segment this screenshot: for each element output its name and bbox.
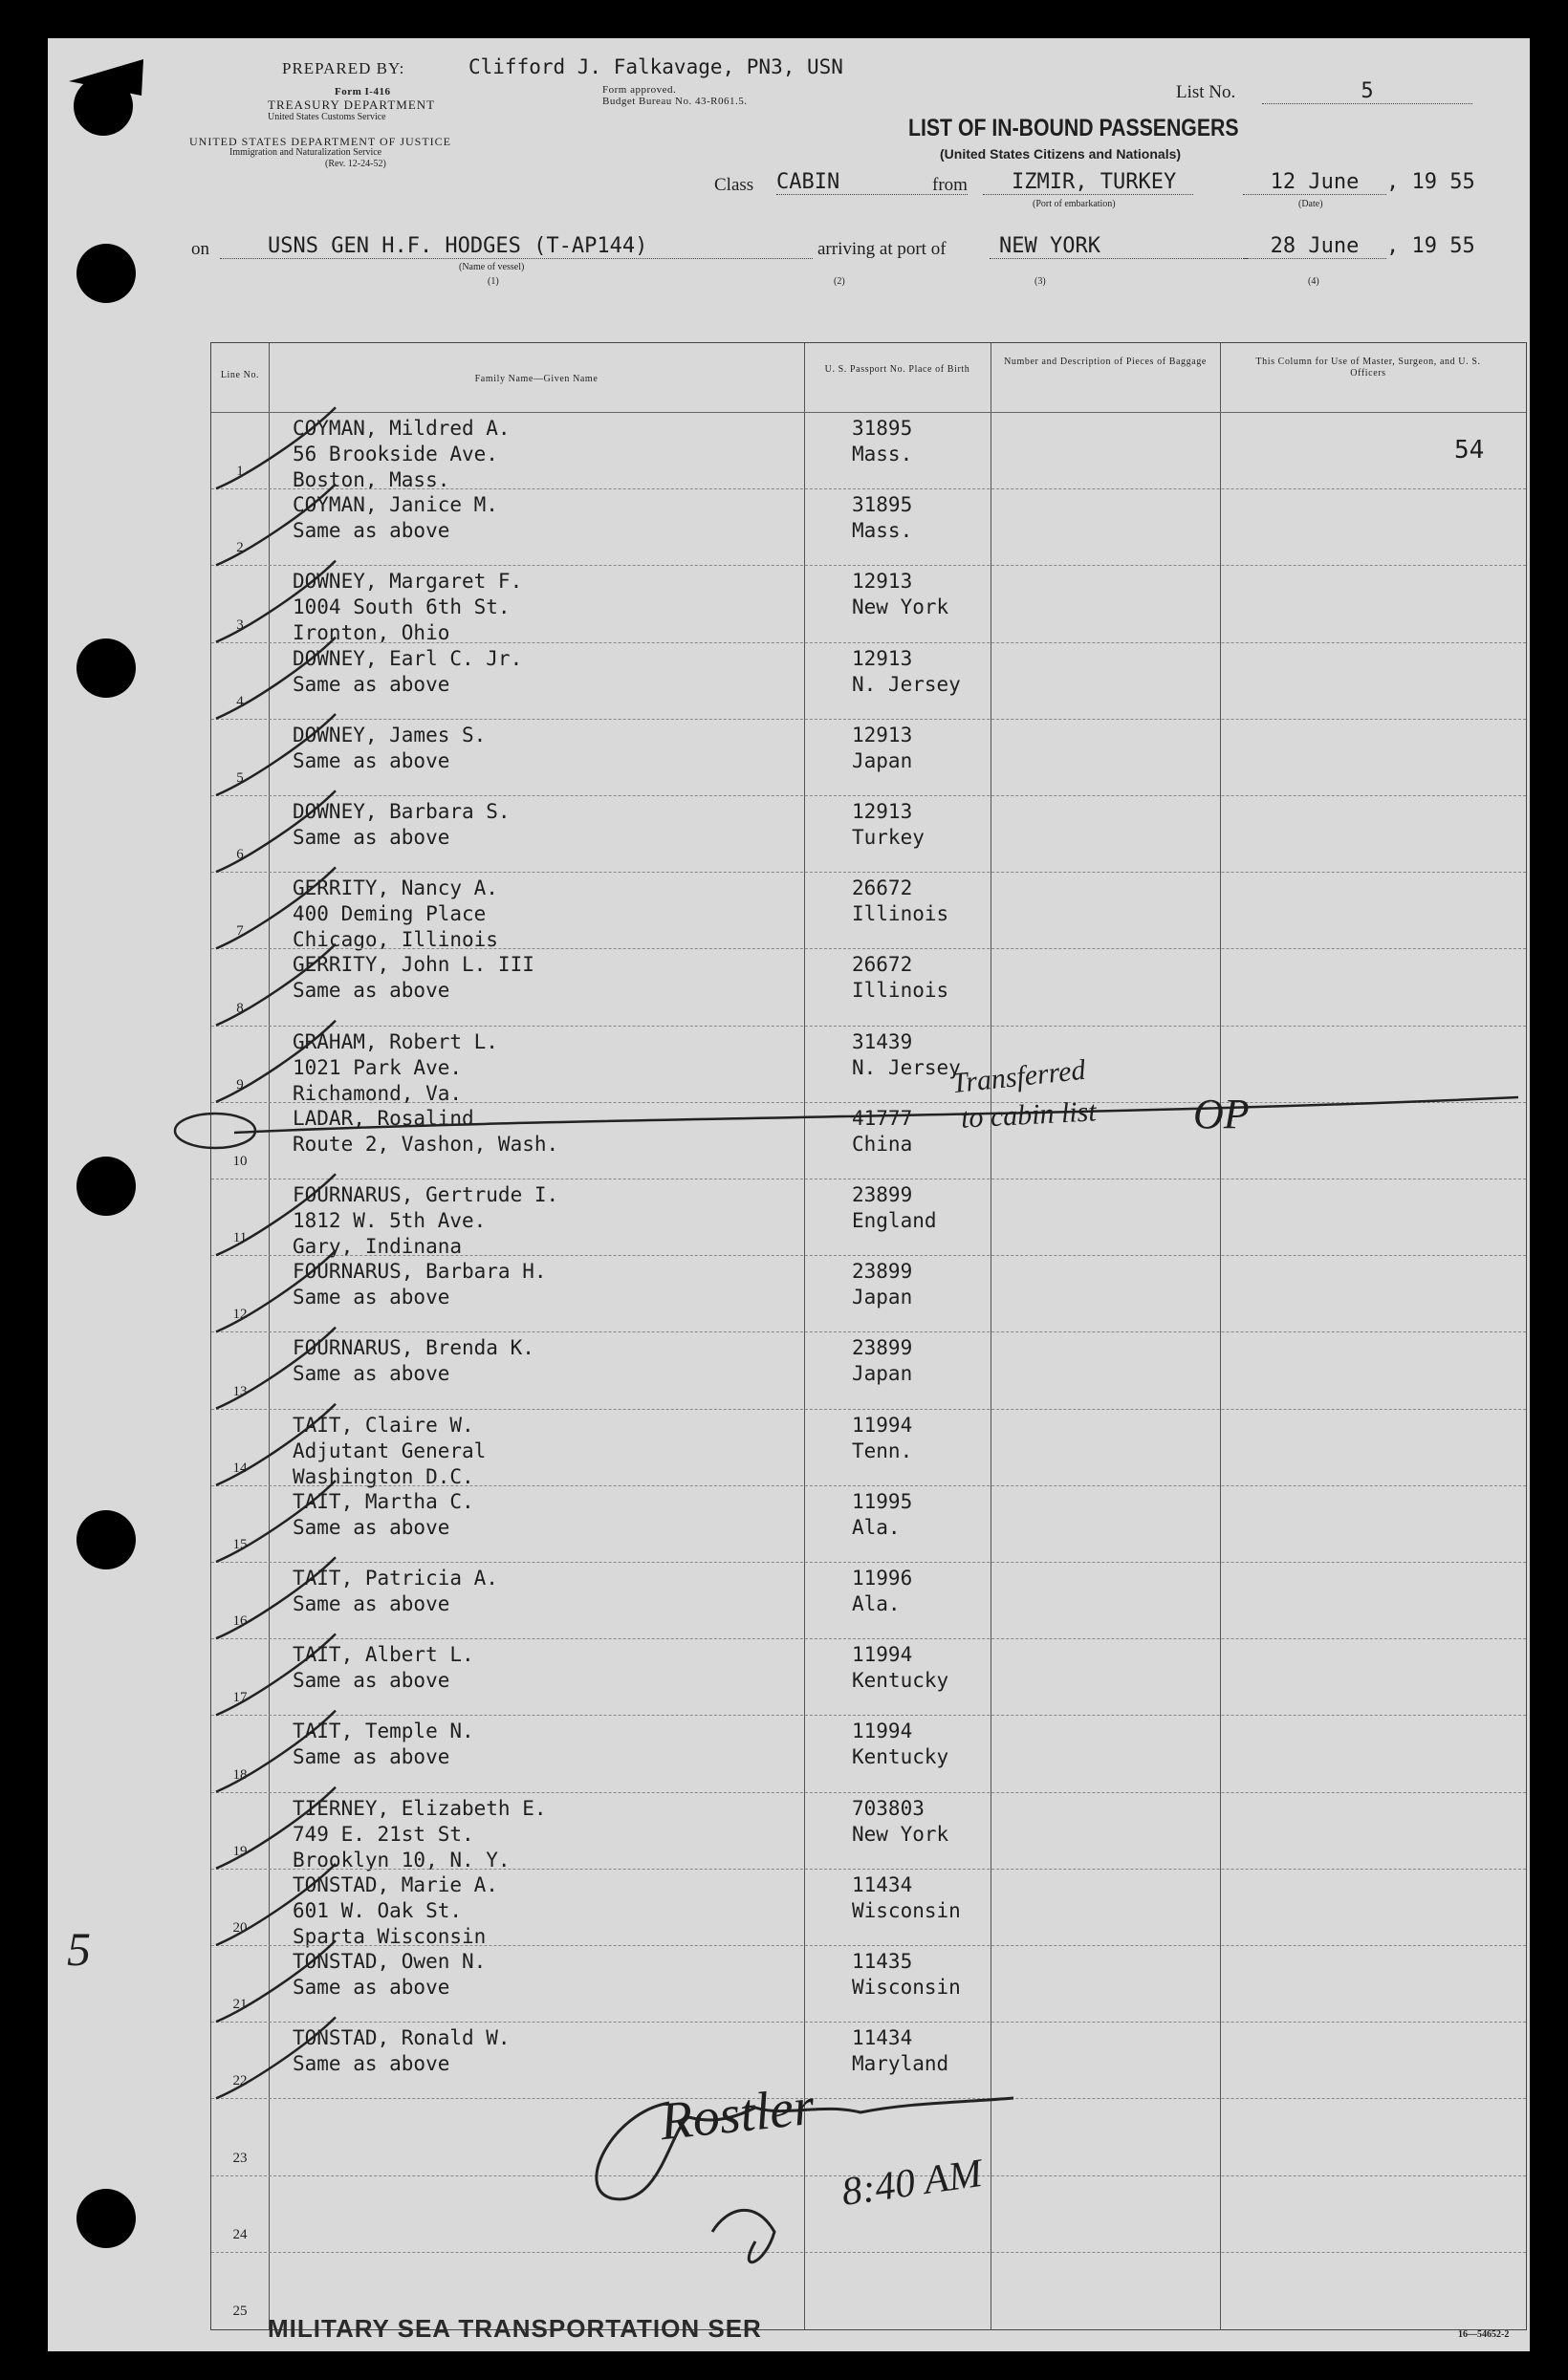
passport-number: 11994: [852, 1413, 913, 1437]
passenger-name: DOWNEY, Earl C. Jr.: [293, 646, 523, 670]
immigration-service: Immigration and Naturalization Service: [229, 147, 382, 158]
caption-1: (1): [488, 276, 499, 287]
line-number: 10: [232, 1154, 248, 1169]
passport-number: 11434: [852, 2026, 913, 2050]
line-number: 14: [232, 1460, 248, 1476]
passenger-address-1: Same as above: [293, 519, 450, 543]
passenger-address-1: Same as above: [293, 1592, 450, 1615]
place-of-birth: Maryland: [852, 2052, 949, 2076]
passport-number: 12913: [852, 646, 913, 670]
passenger-name: TAIT, Martha C.: [293, 1489, 474, 1513]
passport-number: 23899: [852, 1183, 913, 1206]
customs-service: United States Customs Service: [268, 112, 386, 122]
passport-number: 11994: [852, 1720, 913, 1743]
passenger-address-1: 749 E. 21st St.: [293, 1822, 474, 1846]
line-number: 8: [236, 1000, 244, 1016]
port-of-embarkation: IZMIR, TURKEY: [983, 170, 1193, 195]
passenger-name: FOURNARUS, Barbara H.: [293, 1260, 547, 1284]
passenger-address-1: 1004 South 6th St.: [293, 595, 511, 619]
form-approved: Form approved.: [602, 84, 677, 96]
caption-4: (4): [1308, 276, 1319, 287]
passenger-address-1: Route 2, Vashon, Wash.: [293, 1132, 559, 1156]
passenger-address-2: Gary, Indinana: [293, 1235, 463, 1258]
passenger-name: TONSTAD, Marie A.: [293, 1872, 498, 1896]
list-no-value: 5: [1262, 79, 1472, 104]
passport-number: 26672: [852, 876, 913, 900]
passport-number: 11435: [852, 1950, 913, 1973]
passenger-name: GERRITY, John L. III: [293, 953, 534, 977]
place-of-birth: Kentucky: [852, 1745, 949, 1769]
line-number: 24: [232, 2226, 248, 2242]
passport-number: 703803: [852, 1796, 925, 1820]
form-title: LIST OF IN-BOUND PASSENGERS: [908, 115, 1239, 141]
line-number: 15: [232, 1537, 248, 1552]
passenger-address-1: 400 Deming Place: [293, 902, 487, 926]
arrival-date: 28 June: [1243, 234, 1386, 259]
line-number: 2: [236, 540, 244, 556]
line-number: 19: [232, 1843, 248, 1859]
binder-hole: [76, 244, 136, 303]
line-number: 6: [236, 847, 244, 863]
place-of-birth: Illinois: [852, 979, 949, 1003]
passenger-address-1: Same as above: [293, 1515, 450, 1539]
footer-stamp: MILITARY SEA TRANSPORTATION SER: [268, 2314, 762, 2343]
row-divider: [211, 872, 1526, 873]
place-of-birth: Turkey: [852, 826, 925, 849]
row-divider: [211, 1485, 1526, 1486]
passenger-address-1: Same as above: [293, 826, 450, 849]
passenger-name: LADAR, Rosalind: [293, 1106, 474, 1130]
line-number: 22: [232, 2073, 248, 2089]
binder-hole: [74, 76, 133, 136]
passenger-address-1: Same as above: [293, 1286, 450, 1309]
passenger-address-1: Same as above: [293, 2052, 450, 2076]
row-divider: [211, 2252, 1526, 2253]
row-divider: [211, 1331, 1526, 1332]
line-number: 23: [232, 2150, 248, 2166]
row10-initials: OP: [1193, 1091, 1250, 1137]
row-divider: [211, 1026, 1526, 1027]
place-of-birth: New York: [852, 595, 949, 619]
col-header-line: Line No.: [220, 370, 260, 380]
line-number: 12: [232, 1307, 248, 1323]
passport-number: 31895: [852, 493, 913, 517]
passenger-address-1: 1021 Park Ave.: [293, 1055, 463, 1079]
passenger-address-1: Same as above: [293, 672, 450, 696]
place-of-birth: Ala.: [852, 1515, 901, 1539]
passenger-address-2: Boston, Mass.: [293, 468, 450, 491]
passenger-name: DOWNEY, Barbara S.: [293, 800, 511, 823]
passport-number: 11994: [852, 1643, 913, 1667]
vessel-caption: (Name of vessel): [459, 262, 525, 272]
line-number: 1: [236, 464, 244, 480]
passenger-name: GRAHAM, Robert L.: [293, 1029, 498, 1053]
place-of-birth: China: [852, 1132, 913, 1156]
passport-number: 12913: [852, 800, 913, 823]
row10-note-transferred: Transferred: [949, 1053, 1087, 1100]
passport-number: 11995: [852, 1489, 913, 1513]
place-of-birth: N. Jersey: [852, 672, 961, 696]
passport-number: 26672: [852, 953, 913, 977]
justice-department: UNITED STATES DEPARTMENT OF JUSTICE: [189, 135, 452, 148]
passenger-address-2: Sparta Wisconsin: [293, 1924, 487, 1948]
row-divider: [211, 1562, 1526, 1563]
row-divider: [211, 2022, 1526, 2023]
vessel-name: USNS GEN H.F. HODGES (T-AP144): [220, 234, 813, 259]
margin-number: 5: [67, 1922, 91, 1976]
passenger-name: COYMAN, Mildred A.: [293, 417, 511, 440]
passenger-address-1: Same as above: [293, 1362, 450, 1386]
line-number: 11: [232, 1230, 248, 1246]
passenger-name: FOURNARUS, Gertrude I.: [293, 1183, 559, 1206]
arrival-port: NEW YORK: [990, 234, 1248, 259]
row-divider: [211, 1945, 1526, 1946]
place-of-birth: Japan: [852, 1286, 913, 1309]
header-divider: [211, 412, 1526, 413]
line-number: 3: [236, 617, 244, 633]
passenger-address-2: Brooklyn 10, N. Y.: [293, 1848, 511, 1872]
row-divider: [211, 795, 1526, 796]
row-divider: [211, 565, 1526, 566]
passport-number: 41777: [852, 1106, 913, 1130]
prepared-by-label: PREPARED BY:: [282, 59, 405, 77]
passenger-name: TAIT, Albert L.: [293, 1643, 474, 1667]
row-divider: [211, 1409, 1526, 1410]
line-number: 17: [232, 1690, 248, 1706]
row-divider: [211, 1638, 1526, 1639]
binder-hole: [76, 1510, 136, 1569]
line-number: 9: [236, 1076, 244, 1093]
row10-note-cabin-list: to cabin list: [960, 1095, 1098, 1135]
passenger-name: GERRITY, Nancy A.: [293, 876, 498, 900]
officer-note: 54: [1454, 436, 1485, 465]
line-number: 18: [232, 1766, 248, 1783]
embarkation-year: , 19 55: [1386, 170, 1475, 194]
passenger-address-1: Same as above: [293, 1745, 450, 1769]
passenger-name: TONSTAD, Owen N.: [293, 1950, 487, 1973]
passport-number: 12913: [852, 723, 913, 746]
line-number: 13: [232, 1383, 248, 1399]
passport-number: 12913: [852, 570, 913, 594]
arriving-label: arriving at port of: [817, 239, 947, 259]
passenger-address-1: 56 Brookside Ave.: [293, 443, 498, 465]
binder-hole: [76, 2189, 136, 2248]
row-divider: [211, 488, 1526, 489]
passport-number: 23899: [852, 1336, 913, 1360]
passenger-name: TAIT, Temple N.: [293, 1720, 474, 1743]
passport-number: 11434: [852, 1872, 913, 1896]
place-of-birth: Mass.: [852, 519, 913, 543]
row-divider: [211, 1102, 1526, 1103]
passenger-address-1: 601 W. Oak St.: [293, 1898, 463, 1922]
place-of-birth: England: [852, 1209, 937, 1232]
place-of-birth: Tenn.: [852, 1439, 913, 1462]
form-subtitle: (United States Citizens and Nationals): [940, 146, 1182, 162]
passenger-address-1: 1812 W. 5th Ave.: [293, 1209, 487, 1232]
row-divider: [211, 2098, 1526, 2099]
passenger-name: TAIT, Patricia A.: [293, 1567, 498, 1590]
port-of-embarkation-caption: (Port of embarkation): [1033, 199, 1116, 209]
col-header-name: Family Name—Given Name: [474, 374, 599, 384]
passport-number: 23899: [852, 1260, 913, 1284]
class-value: CABIN: [776, 170, 968, 195]
line-number: 7: [236, 923, 244, 940]
signature-time: 8:40 AM: [838, 2151, 985, 2216]
passenger-address-2: Chicago, Illinois: [293, 928, 498, 952]
row-divider: [211, 719, 1526, 720]
row-divider: [211, 948, 1526, 949]
place-of-birth: Mass.: [852, 443, 913, 465]
passenger-address-2: Richamond, Va.: [293, 1081, 463, 1105]
passenger-address-1: Same as above: [293, 1976, 450, 1999]
row-divider: [211, 1255, 1526, 1256]
line-number: 5: [236, 770, 244, 786]
list-no-label: List No.: [1176, 82, 1236, 102]
passenger-name: COYMAN, Janice M.: [293, 493, 498, 517]
line-number: 25: [232, 2304, 248, 2319]
place-of-birth: Ala.: [852, 1592, 901, 1615]
print-code: 16—54652-2: [1458, 2329, 1510, 2340]
passenger-name: TONSTAD, Ronald W.: [293, 2026, 511, 2050]
binder-hole: [76, 638, 136, 698]
row-divider: [211, 1715, 1526, 1716]
passenger-name: DOWNEY, James S.: [293, 723, 487, 746]
passenger-address-1: Same as above: [293, 1669, 450, 1693]
passenger-name: TIERNEY, Elizabeth E.: [293, 1796, 547, 1820]
on-label: on: [191, 239, 209, 259]
passport-number: 11996: [852, 1567, 913, 1590]
caption-3: (3): [1034, 276, 1046, 287]
line-number: 20: [232, 1920, 248, 1936]
from-label: from: [932, 175, 968, 195]
embarkation-date: 12 June: [1243, 170, 1386, 195]
place-of-birth: Kentucky: [852, 1669, 949, 1693]
passenger-address-2: Ironton, Ohio: [293, 621, 450, 645]
line-number: 16: [232, 1613, 248, 1630]
caption-2: (2): [834, 276, 845, 287]
passenger-table: [210, 342, 1527, 2330]
passenger-address-1: Adjutant General: [293, 1439, 487, 1462]
col-header-officers: This Column for Use of Master, Surgeon, and U. S. Officers: [1255, 357, 1481, 379]
treasury-department: TREASURY DEPARTMENT: [268, 97, 436, 112]
budget-bureau: Budget Bureau No. 43-R061.5.: [602, 96, 748, 107]
class-label: Class: [714, 175, 754, 195]
place-of-birth: Wisconsin: [852, 1976, 961, 1999]
place-of-birth: Japan: [852, 748, 913, 772]
passenger-name: TAIT, Claire W.: [293, 1413, 474, 1437]
row-divider: [211, 1869, 1526, 1870]
row-divider: [211, 1792, 1526, 1793]
place-of-birth: Illinois: [852, 902, 949, 926]
place-of-birth: New York: [852, 1822, 949, 1846]
col-header-passport: U. S. Passport No. Place of Birth: [824, 364, 970, 375]
signature: Rostler: [657, 2076, 817, 2153]
passenger-name: FOURNARUS, Brenda K.: [293, 1336, 534, 1360]
row-divider: [211, 642, 1526, 643]
place-of-birth: Wisconsin: [852, 1898, 961, 1922]
place-of-birth: N. Jersey: [852, 1055, 961, 1079]
col-header-baggage: Number and Description of Pieces of Baggage: [1004, 357, 1207, 367]
manifest-sheet: [48, 38, 1530, 2351]
prepared-by-name: Clifford J. Falkavage, PN3, USN: [468, 55, 843, 78]
form-revision: (Rev. 12-24-52): [325, 159, 386, 169]
passenger-address-1: Same as above: [293, 979, 450, 1003]
form-number: Form I-416: [335, 86, 391, 97]
place-of-birth: Japan: [852, 1362, 913, 1386]
binder-hole: [76, 1157, 136, 1216]
passenger-name: DOWNEY, Margaret F.: [293, 570, 523, 594]
line-number: 21: [232, 1997, 248, 2013]
passport-number: 31439: [852, 1029, 913, 1053]
passenger-address-1: Same as above: [293, 748, 450, 772]
passenger-address-2: Washington D.C.: [293, 1464, 474, 1488]
arrival-year: , 19 55: [1386, 234, 1475, 258]
date-caption: (Date): [1298, 199, 1323, 209]
line-number: 4: [236, 693, 244, 709]
passport-number: 31895: [852, 417, 913, 440]
